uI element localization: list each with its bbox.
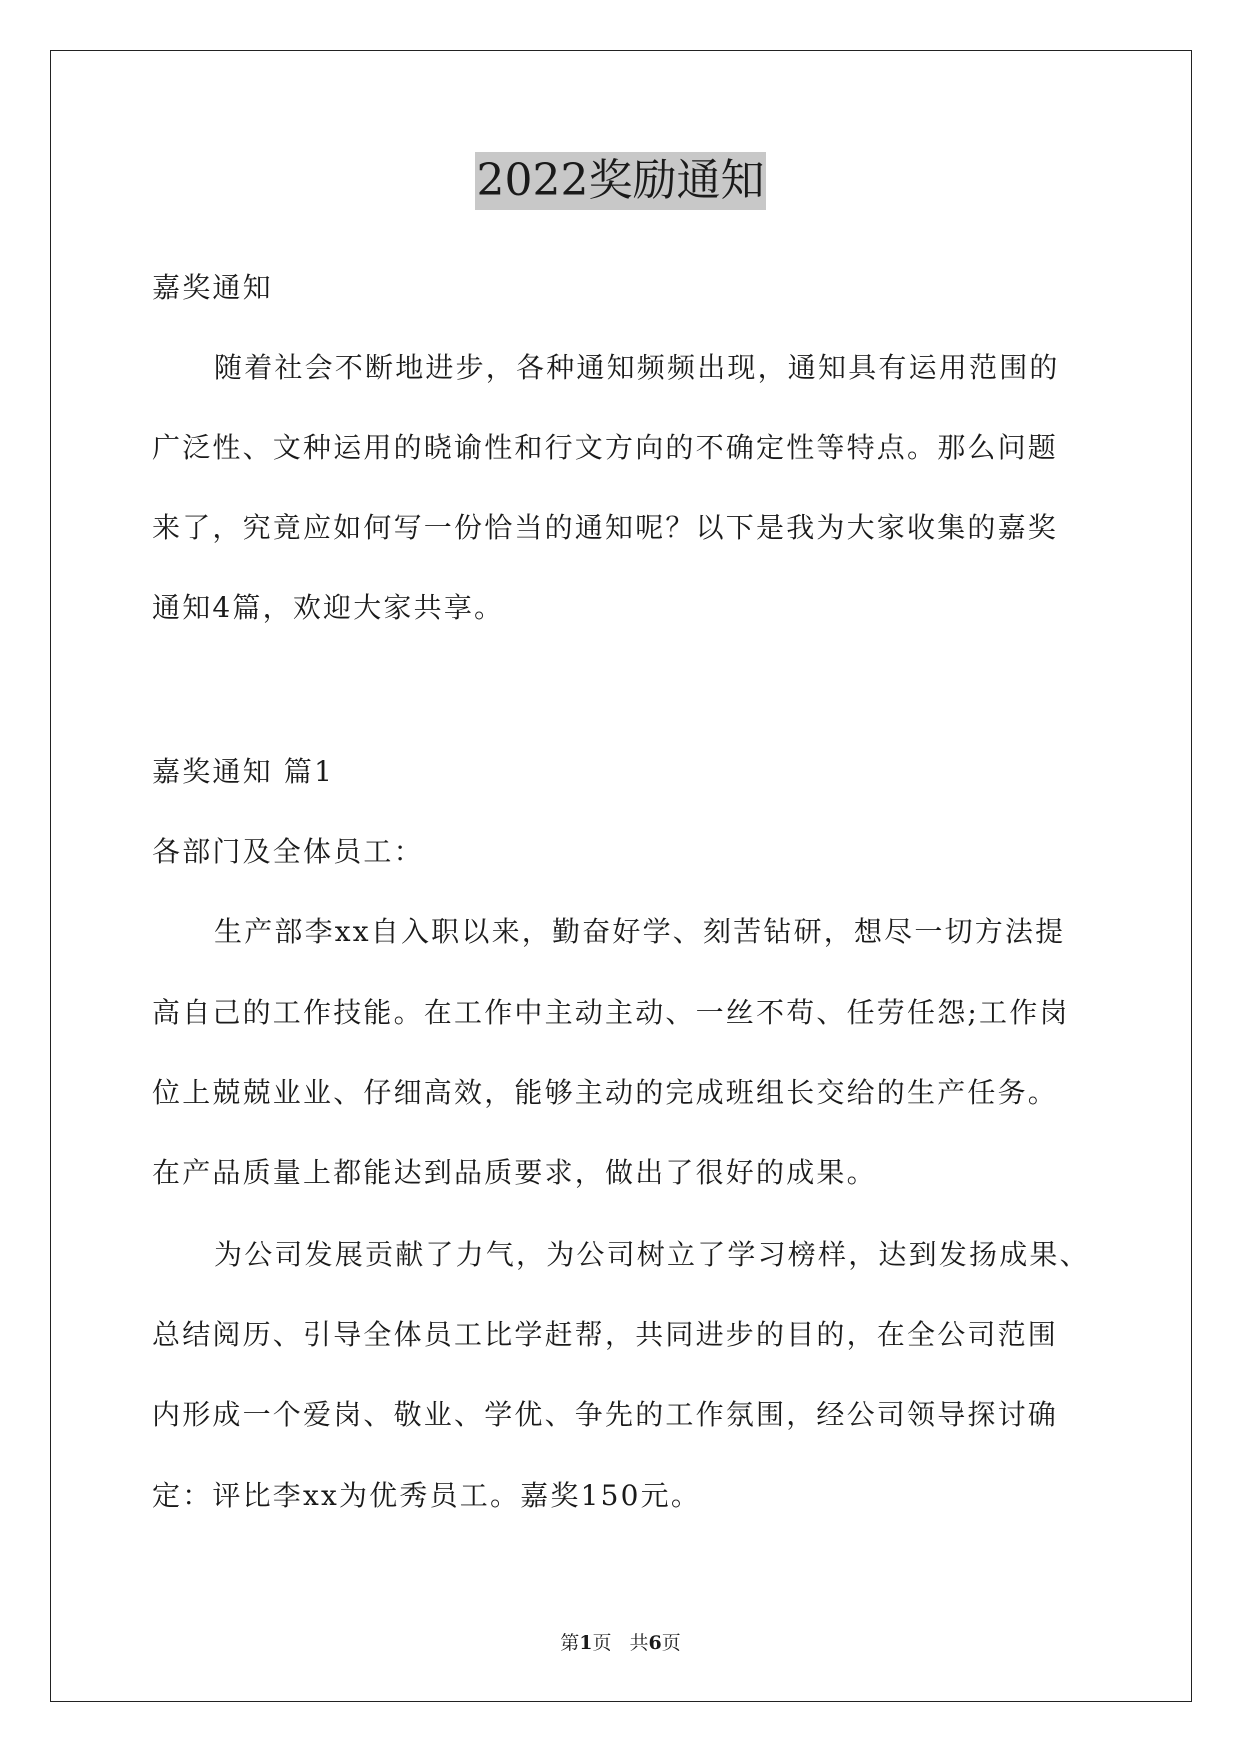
footer-prefix: 第 xyxy=(560,1632,580,1654)
paragraph-line: 为公司发展贡献了力气，为公司树立了学习榜样，达到发扬成果、 xyxy=(214,1238,1090,1271)
paragraph-line: 内形成一个爱岗、敬业、学优、争先的工作氛围，经公司领导探讨确 xyxy=(152,1398,1059,1431)
section-heading: 嘉奖通知 篇1 xyxy=(152,755,335,788)
footer-total-suffix: 页 xyxy=(661,1632,681,1654)
paragraph-line: 总结阅历、引导全体员工比学赶帮，共同进步的目的，在全公司范围 xyxy=(152,1318,1059,1351)
document-title: 2022奖励通知 xyxy=(475,152,767,210)
paragraph-line: 高自己的工作技能。在工作中主动主动、一丝不苟、任劳任怨;工作岗 xyxy=(152,996,1070,1029)
title-container xyxy=(0,152,1241,210)
paragraph-line: 位上兢兢业业、仔细高效，能够主动的完成班组长交给的生产任务。 xyxy=(152,1076,1059,1109)
salutation: 各部门及全体员工： xyxy=(152,835,424,868)
footer-page-suffix: 页 xyxy=(592,1632,612,1654)
paragraph-line: 来了，究竟应如何写一份恰当的通知呢？以下是我为大家收集的嘉奖 xyxy=(152,511,1059,544)
paragraph-line: 生产部李xx自入职以来，勤奋好学、刻苦钻研，想尽一切方法提 xyxy=(214,915,1066,948)
paragraph-line: 广泛性、文种运用的晓谕性和行文方向的不确定性等特点。那么问题 xyxy=(152,431,1059,464)
page-footer xyxy=(0,1630,1241,1656)
footer-total-pages: 6 xyxy=(648,1632,662,1654)
paragraph-line: 定：评比李xx为优秀员工。嘉奖150元。 xyxy=(152,1479,702,1512)
paragraph-line: 在产品质量上都能达到品质要求，做出了很好的成果。 xyxy=(152,1156,877,1189)
paragraph-line: 随着社会不断地进步，各种通知频频出现，通知具有运用范围的 xyxy=(214,351,1060,384)
paragraph-line: 通知4篇，欢迎大家共享。 xyxy=(152,591,505,624)
footer-total-prefix: 共 xyxy=(629,1632,649,1654)
section-heading: 嘉奖通知 xyxy=(152,271,273,304)
footer-page-number: 1 xyxy=(579,1632,593,1654)
